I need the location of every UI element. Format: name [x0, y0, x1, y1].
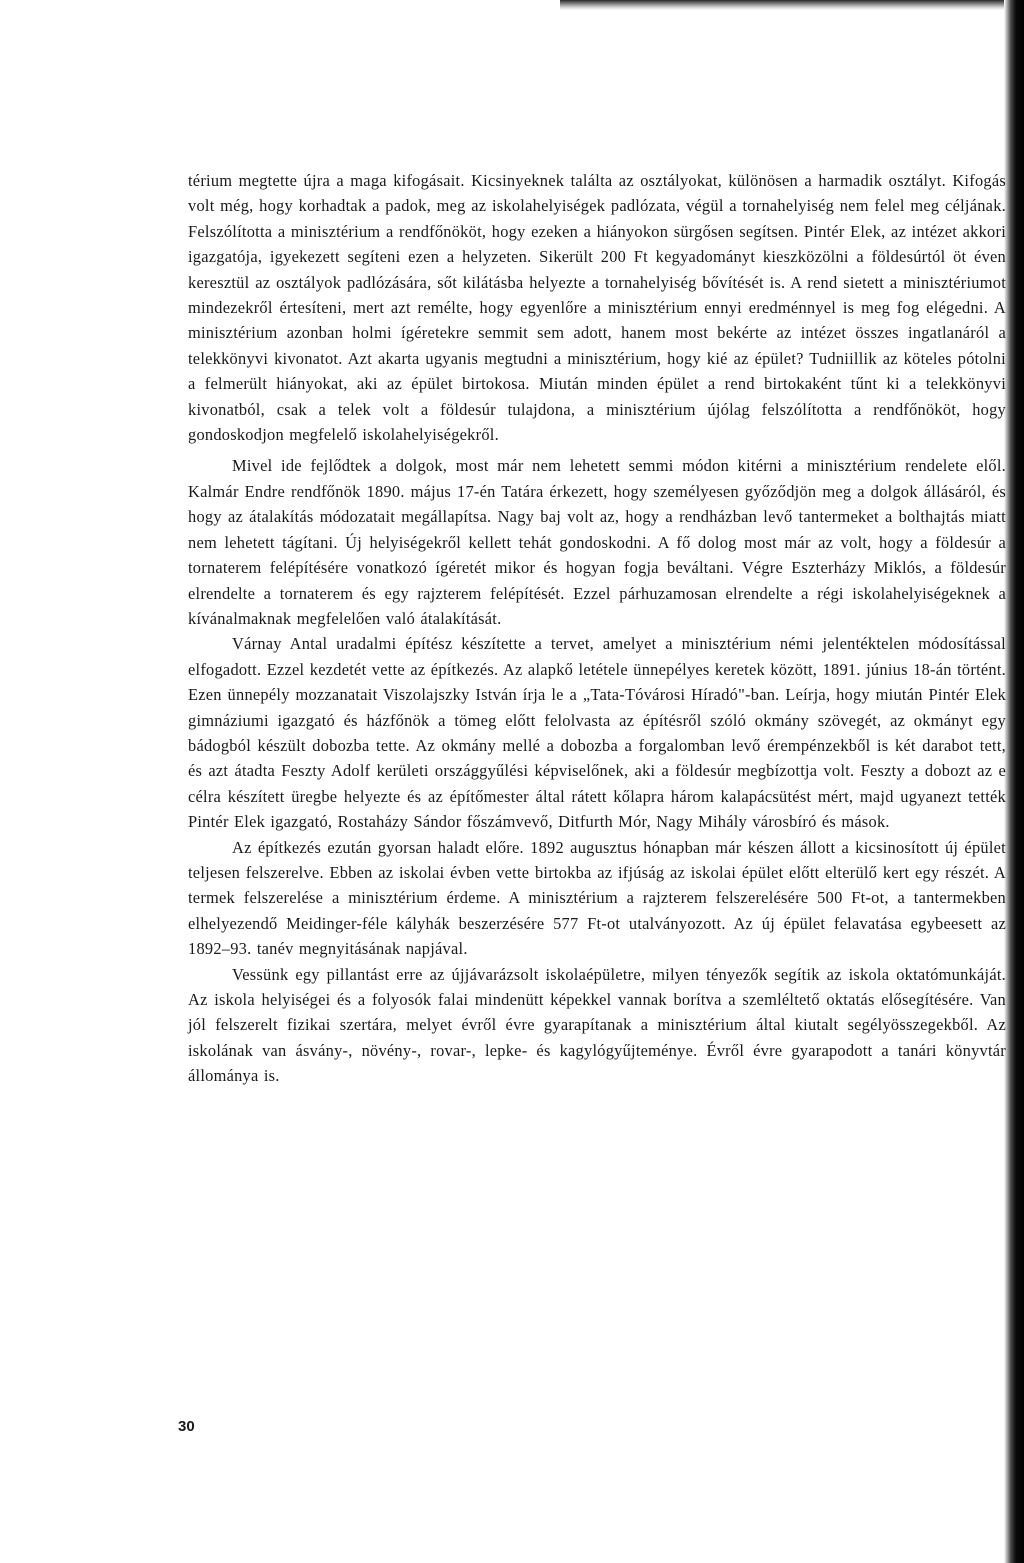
paragraph-4: Az építkezés ezután gyorsan haladt előre. 1892 augusztus hónapban már készen állott a kicsinosított új épület teljesen felszerelve. Ebben az iskolai évben vette birtokba az ifjúság az iskolai épület előtt elterülő kert egy részét. A termek felszerelése a minisztérium érdeme. A minisztérium a rajzterem felszerelésére 500 Ft-ot, a tantermekben elhelyezendő Meidinger-féle kályhák beszerzésére 577 Ft-ot utalványozott. Az új épület felavatása egybeesett az 1892–93. tanév megnyitásának napjával.	[188, 837, 1006, 959]
scan-edge-right	[1004, 0, 1024, 1563]
paragraph-5: Vessünk egy pillantást erre az újjávarázsolt iskolaépületre, milyen tényezők segítik az iskola oktatómunkáját. Az iskola helyiségei és a folyosók falai mindenütt képekkel vannak borítva a szemléltető oktatás elősegítésére. Van jól felszerelt fizikai szertára, melyet évről évre gyarapítanak a minisztérium által kiutalt segélyösszegekből. Az iskolának van ásvány-, növény-, rovar-, lepke- és kagylógyűjteménye. Évről évre gyarapodott a tanári könyvtár állománya is.	[188, 964, 1006, 1086]
scan-edge-top	[560, 0, 1024, 10]
paragraph-2: Mivel ide fejlődtek a dolgok, most már nem lehetett semmi módon kitérni a minisztérium rendelete elől. Kalmár Endre rendfőnök 1890. május 17-én Tatára érkezett, hogy személyesen győződjön meg a dolgok állásáról, és hogy az átalakítás módozatait megállapítsa. Nagy baj volt az, hogy a rendházban levő tantermeket a bolthajtás miatt nem lehetett tágítani. Új helyiségekről kellett tehát gondoskodni. A fő dolog most már az volt, hogy a földesúr a tornaterem felépítésére vonatkozó ígéretét mikor és hogyan fogja beváltani. Végre Eszterházy Miklós, a földesúr elrendelte a tornaterem és egy rajzterem felépítését. Ezzel párhuzamosan elrendelte a régi iskolahelyiségeknek a kívánalmaknak megfelelően való átalakítását.	[188, 456, 1006, 628]
paragraph-3: Várnay Antal uradalmi építész készítette a tervet, amelyet a minisztérium némi jelentéktelen módosítással elfogadott. Ezzel kezdetét vette az építkezés. Az alapkő letétele ünnepélyes keretek között, 1891. június 18-án történt. Ezen ünnepély mozzanatait Viszolajszky István írja le a „Tata-Tóvárosi Híradó"-ban. Leírja, hogy miután Pintér Elek gimnáziumi igazgató és házfőnök a tömeg előtt felolvasta az építésről szóló okmány szövegét, az okmányt egy bádogból készült dobozba tette. Az okmány mellé a dobozba a forgalomban levő érempénzekből is két darabot tett, és azt átadta Feszty Adolf kerületi országgyűlési képviselőnek, aki a földesúr megbízottja volt. Feszty a dobozt az e célra készített üregbe helyezte és az építőmester által rátett kőlapra három kalapácsütést mért, majd ugyanezt tették Pintér Elek igazgató, Rostaházy Sándor főszámvevő, Ditfurth Mór, Nagy Mihály városbíró és mások.	[188, 634, 1006, 832]
body-text	[188, 168, 1006, 1089]
page-number: 30	[178, 1418, 195, 1435]
paragraph-1: térium megtette újra a maga kifogásait. Kicsinyeknek találta az osztályokat, különösen a harmadik osztályt. Kifogás volt még, hogy korhadtak a padok, meg az iskolahelyiségek padlózata, végül a tornahelyiség nem felel meg céljának. Felszólította a minisztérium a rendfőnököt, hogy ezeken a hiányokon sürgősen segítsen. Pintér Elek, az intézet akkori igazgatója, igyekezett segíteni ezen a helyzeten. Sikerült 200 Ft kegyadományt kieszközölni a földesúrtól öt éven keresztül az osztályok padlózására, sőt kilátásba helyezte a tornahelyiség bővítését is. A rend sietett a minisztériumot mindezekről értesíteni, mert azt remélte, hogy egyenlőre a minisztérium ennyi eredménnyel is meg fog elégedni. A minisztérium azonban holmi ígéretekre semmit sem adott, hanem most bekérte az intézet összes ingatlanáról a telekkönyvi kivonatot. Azt akarta ugyanis megtudni a minisztérium, hogy kié az épület? Tudniillik az köteles pótolni a felmerült hiányokat, aki az épület birtokosa. Miután minden épület a rend birtokaként tűnt ki a telekkönyvi kivonatból, csak a telek volt a földesúr tulajdona, a minisztérium újólag felszólította a rendfőnököt, hogy gondoskodjon megfelelő iskolahelyiségekről.	[188, 171, 1006, 445]
